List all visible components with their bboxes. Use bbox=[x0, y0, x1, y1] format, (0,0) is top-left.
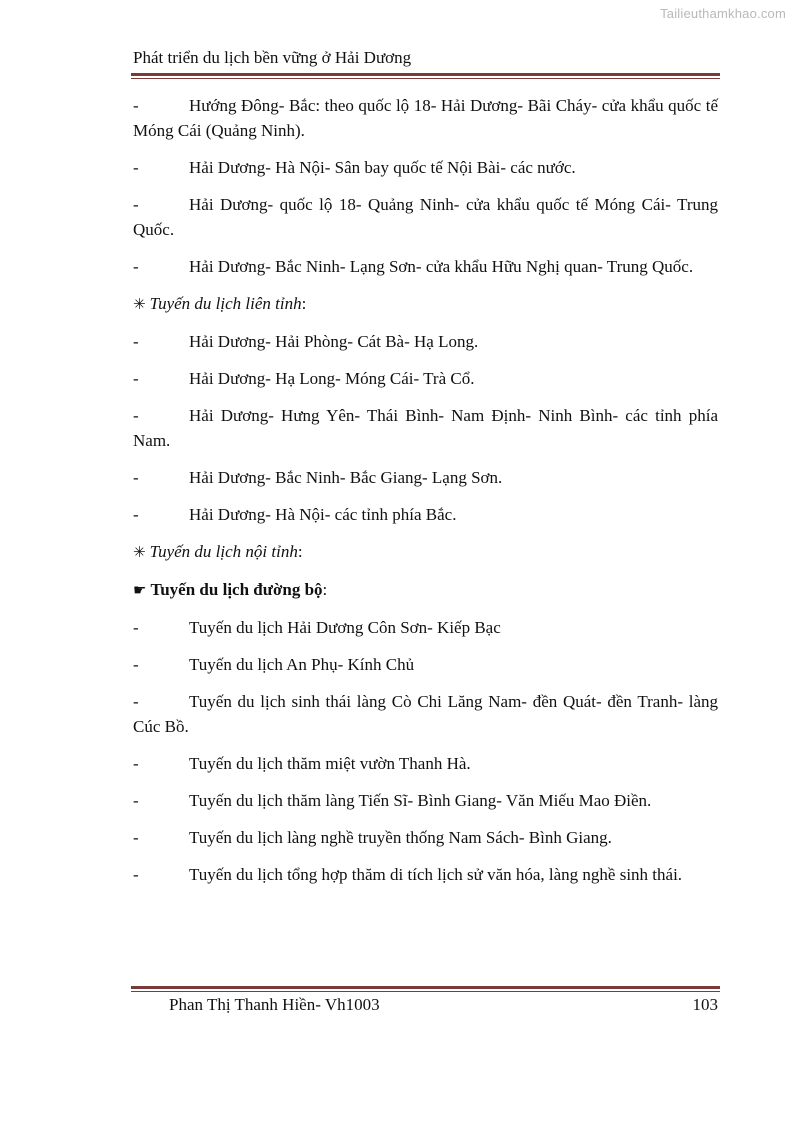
list-item bbox=[133, 329, 718, 354]
footer-rule bbox=[131, 986, 720, 992]
dash-bullet: - bbox=[133, 865, 139, 884]
list-item bbox=[133, 862, 718, 887]
dash-bullet: - bbox=[133, 692, 139, 711]
list-item bbox=[133, 155, 718, 180]
section-heading-interprovincial: ✳ Tuyến du lịch liên tỉnh: bbox=[133, 294, 307, 313]
pointing-hand-icon: ☛ bbox=[133, 581, 147, 599]
dash-bullet: - bbox=[133, 655, 139, 674]
asterisk-icon: ✳ bbox=[133, 295, 146, 313]
list-item bbox=[133, 615, 718, 640]
list-item-text: Tuyến du lịch sinh thái làng Cò Chi Lăng Nam- đền Quát- đền Tranh- làng Cúc Bồ. bbox=[133, 692, 718, 736]
dash-bullet: - bbox=[133, 468, 139, 487]
list-item bbox=[133, 502, 718, 527]
header-rule bbox=[131, 73, 720, 79]
dash-bullet: - bbox=[133, 257, 139, 276]
list-item-text: Tuyến du lịch An Phụ- Kính Chủ bbox=[189, 655, 415, 674]
list-item bbox=[133, 788, 718, 813]
list-item-text: Hải Dương- Hạ Long- Móng Cái- Trà Cổ. bbox=[189, 369, 475, 388]
section-heading-intraprovincial: ✳ Tuyến du lịch nội tỉnh: bbox=[133, 542, 303, 561]
dash-bullet: - bbox=[133, 406, 139, 425]
page-header-title: Phát triển du lịch bền vững ở Hải Dương bbox=[133, 48, 412, 67]
dash-bullet: - bbox=[133, 332, 139, 351]
page-number: 103 bbox=[692, 995, 718, 1014]
list-item-text: Hướng Đông- Bắc: theo quốc lộ 18- Hải Dương- Bãi Cháy- cửa khẩu quốc tế Móng Cái (Quảng Ninh). bbox=[133, 96, 718, 140]
asterisk-icon: ✳ bbox=[133, 543, 146, 561]
list-item-text: Tuyến du lịch thăm làng Tiến Sĩ- Bình Giang- Văn Miếu Mao Điền. bbox=[189, 791, 652, 810]
dash-bullet: - bbox=[133, 754, 139, 773]
list-item-text: Tuyến du lịch Hải Dương Côn Sơn- Kiếp Bạc bbox=[189, 618, 501, 637]
heading-text: Tuyến du lịch đường bộ bbox=[150, 580, 323, 599]
list-item-text: Tuyến du lịch làng nghề truyền thống Nam Sách- Bình Giang. bbox=[189, 828, 612, 847]
list-item bbox=[133, 751, 718, 776]
list-item-text: Hải Dương- Hưng Yên- Thái Bình- Nam Định- Ninh Bình- các tỉnh phía Nam. bbox=[133, 406, 718, 450]
list-item-text: Hải Dương- Hải Phòng- Cát Bà- Hạ Long. bbox=[189, 332, 479, 351]
footer-author: Phan Thị Thanh Hiền- Vh1003 bbox=[169, 995, 380, 1014]
list-item bbox=[133, 465, 718, 490]
heading-text: Tuyến du lịch nội tỉnh bbox=[149, 542, 298, 561]
list-item bbox=[133, 403, 718, 453]
list-item bbox=[133, 93, 718, 143]
dash-bullet: - bbox=[133, 158, 139, 177]
list-item-text: Hải Dương- Hà Nội- các tỉnh phía Bắc. bbox=[189, 505, 457, 524]
list-item-text: Hải Dương- Bắc Ninh- Lạng Sơn- cửa khẩu Hữu Nghị quan- Trung Quốc. bbox=[189, 257, 694, 276]
dash-bullet: - bbox=[133, 791, 139, 810]
list-item bbox=[133, 254, 718, 279]
heading-text: Tuyến du lịch liên tỉnh bbox=[149, 294, 302, 313]
section-heading-road: ☛ Tuyến du lịch đường bộ: bbox=[133, 580, 328, 599]
list-item-text: Hải Dương- Bắc Ninh- Bắc Giang- Lạng Sơn. bbox=[189, 468, 503, 487]
list-item-text: Hải Dương- Hà Nội- Sân bay quốc tế Nội Bài- các nước. bbox=[189, 158, 576, 177]
list-item bbox=[133, 366, 718, 391]
list-item bbox=[133, 652, 718, 677]
dash-bullet: - bbox=[133, 618, 139, 637]
dash-bullet: - bbox=[133, 369, 139, 388]
list-item-text: Hải Dương- quốc lộ 18- Quảng Ninh- cửa khẩu quốc tế Móng Cái- Trung Quốc. bbox=[133, 195, 718, 239]
list-item bbox=[133, 192, 718, 242]
list-item-text: Tuyến du lịch tổng hợp thăm di tích lịch sử văn hóa, làng nghề sinh thái. bbox=[189, 865, 683, 884]
list-item bbox=[133, 689, 718, 739]
dash-bullet: - bbox=[133, 96, 139, 115]
list-item bbox=[133, 825, 718, 850]
watermark-text: Tailieuthamkhao.com bbox=[660, 6, 786, 21]
dash-bullet: - bbox=[133, 505, 139, 524]
dash-bullet: - bbox=[133, 195, 139, 214]
document-body bbox=[133, 93, 718, 899]
list-item-text: Tuyến du lịch thăm miệt vườn Thanh Hà. bbox=[189, 754, 471, 773]
dash-bullet: - bbox=[133, 828, 139, 847]
